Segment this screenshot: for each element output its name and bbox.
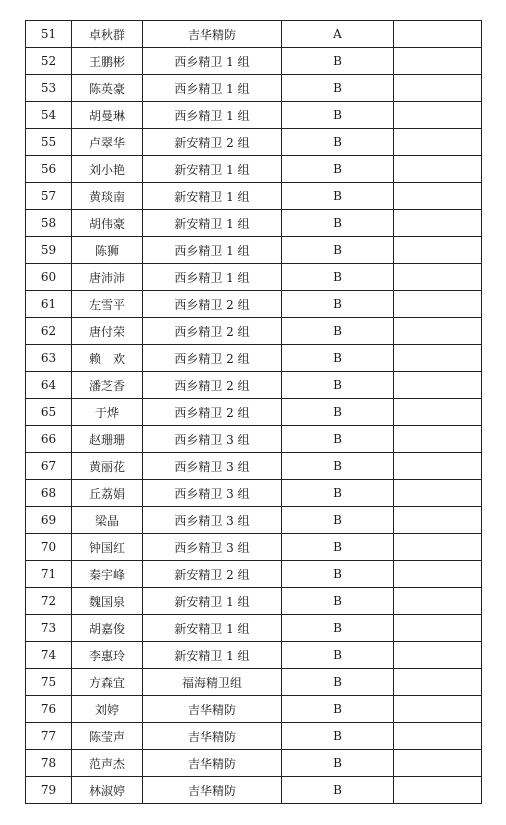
table-row xyxy=(26,372,482,399)
row-number-cell: 65 xyxy=(26,399,72,426)
grade-cell: B xyxy=(282,534,394,561)
note-cell xyxy=(394,507,482,534)
row-number-cell: 66 xyxy=(26,426,72,453)
note-cell xyxy=(394,777,482,804)
row-number-cell: 58 xyxy=(26,210,72,237)
table-row xyxy=(26,399,482,426)
note-cell xyxy=(394,561,482,588)
team-cell: 福海精卫组 xyxy=(143,669,282,696)
row-number-cell: 67 xyxy=(26,453,72,480)
roster-table xyxy=(25,20,482,804)
grade-cell: B xyxy=(282,210,394,237)
name-cell: 秦宇峰 xyxy=(72,561,143,588)
team-cell: 吉华精防 xyxy=(143,21,282,48)
table-row xyxy=(26,723,482,750)
table-row xyxy=(26,534,482,561)
name-cell: 方森宜 xyxy=(72,669,143,696)
row-number-cell: 74 xyxy=(26,642,72,669)
name-cell: 于烨 xyxy=(72,399,143,426)
roster-table-body xyxy=(26,21,482,804)
name-cell: 胡伟豪 xyxy=(72,210,143,237)
note-cell xyxy=(394,399,482,426)
name-cell: 胡曼琳 xyxy=(72,102,143,129)
table-row xyxy=(26,237,482,264)
table-row xyxy=(26,156,482,183)
name-cell: 刘婷 xyxy=(72,696,143,723)
table-row xyxy=(26,129,482,156)
table-row xyxy=(26,642,482,669)
grade-cell: B xyxy=(282,318,394,345)
grade-cell: B xyxy=(282,426,394,453)
row-number-cell: 53 xyxy=(26,75,72,102)
note-cell xyxy=(394,696,482,723)
team-cell: 吉华精防 xyxy=(143,723,282,750)
grade-cell: B xyxy=(282,237,394,264)
grade-cell: B xyxy=(282,723,394,750)
name-cell: 黄琰南 xyxy=(72,183,143,210)
table-row xyxy=(26,183,482,210)
note-cell xyxy=(394,183,482,210)
row-number-cell: 68 xyxy=(26,480,72,507)
team-cell: 新安精卫 1 组 xyxy=(143,183,282,210)
table-row xyxy=(26,102,482,129)
note-cell xyxy=(394,642,482,669)
grade-cell: B xyxy=(282,129,394,156)
team-cell: 西乡精卫 2 组 xyxy=(143,345,282,372)
note-cell xyxy=(394,723,482,750)
name-cell: 林淑婷 xyxy=(72,777,143,804)
grade-cell: B xyxy=(282,588,394,615)
team-cell: 西乡精卫 2 组 xyxy=(143,318,282,345)
grade-cell: B xyxy=(282,777,394,804)
team-cell: 西乡精卫 2 组 xyxy=(143,399,282,426)
row-number-cell: 64 xyxy=(26,372,72,399)
name-cell: 陈英豪 xyxy=(72,75,143,102)
table-row xyxy=(26,21,482,48)
name-cell: 刘小艳 xyxy=(72,156,143,183)
name-cell: 王鹏彬 xyxy=(72,48,143,75)
team-cell: 西乡精卫 3 组 xyxy=(143,426,282,453)
row-number-cell: 51 xyxy=(26,21,72,48)
grade-cell: B xyxy=(282,48,394,75)
note-cell xyxy=(394,534,482,561)
row-number-cell: 76 xyxy=(26,696,72,723)
table-row xyxy=(26,696,482,723)
note-cell xyxy=(394,615,482,642)
team-cell: 新安精卫 1 组 xyxy=(143,642,282,669)
row-number-cell: 77 xyxy=(26,723,72,750)
note-cell xyxy=(394,210,482,237)
grade-cell: B xyxy=(282,345,394,372)
row-number-cell: 62 xyxy=(26,318,72,345)
note-cell xyxy=(394,426,482,453)
table-row xyxy=(26,318,482,345)
table-row xyxy=(26,264,482,291)
note-cell xyxy=(394,156,482,183)
grade-cell: B xyxy=(282,372,394,399)
grade-cell: B xyxy=(282,453,394,480)
note-cell xyxy=(394,237,482,264)
name-cell: 范声杰 xyxy=(72,750,143,777)
grade-cell: B xyxy=(282,669,394,696)
row-number-cell: 69 xyxy=(26,507,72,534)
name-cell: 卓秋群 xyxy=(72,21,143,48)
row-number-cell: 71 xyxy=(26,561,72,588)
note-cell xyxy=(394,75,482,102)
row-number-cell: 54 xyxy=(26,102,72,129)
row-number-cell: 78 xyxy=(26,750,72,777)
name-cell: 丘荔娟 xyxy=(72,480,143,507)
table-row xyxy=(26,291,482,318)
grade-cell: B xyxy=(282,696,394,723)
note-cell xyxy=(394,48,482,75)
grade-cell: B xyxy=(282,615,394,642)
grade-cell: B xyxy=(282,399,394,426)
team-cell: 新安精卫 1 组 xyxy=(143,156,282,183)
grade-cell: A xyxy=(282,21,394,48)
grade-cell: B xyxy=(282,561,394,588)
table-row xyxy=(26,453,482,480)
grade-cell: B xyxy=(282,102,394,129)
team-cell: 西乡精卫 3 组 xyxy=(143,507,282,534)
grade-cell: B xyxy=(282,750,394,777)
row-number-cell: 79 xyxy=(26,777,72,804)
grade-cell: B xyxy=(282,75,394,102)
name-cell: 唐付荣 xyxy=(72,318,143,345)
team-cell: 新安精卫 1 组 xyxy=(143,615,282,642)
team-cell: 新安精卫 1 组 xyxy=(143,588,282,615)
team-cell: 西乡精卫 3 组 xyxy=(143,453,282,480)
team-cell: 新安精卫 2 组 xyxy=(143,561,282,588)
team-cell: 西乡精卫 1 组 xyxy=(143,102,282,129)
row-number-cell: 73 xyxy=(26,615,72,642)
grade-cell: B xyxy=(282,264,394,291)
note-cell xyxy=(394,345,482,372)
note-cell xyxy=(394,291,482,318)
team-cell: 西乡精卫 2 组 xyxy=(143,291,282,318)
name-cell: 唐沛沛 xyxy=(72,264,143,291)
name-cell: 潘芝香 xyxy=(72,372,143,399)
team-cell: 西乡精卫 2 组 xyxy=(143,372,282,399)
table-row xyxy=(26,48,482,75)
note-cell xyxy=(394,318,482,345)
row-number-cell: 63 xyxy=(26,345,72,372)
row-number-cell: 75 xyxy=(26,669,72,696)
table-row xyxy=(26,345,482,372)
note-cell xyxy=(394,264,482,291)
table-row xyxy=(26,615,482,642)
name-cell: 赖 欢 xyxy=(72,345,143,372)
note-cell xyxy=(394,588,482,615)
grade-cell: B xyxy=(282,642,394,669)
table-row xyxy=(26,561,482,588)
team-cell: 西乡精卫 3 组 xyxy=(143,480,282,507)
row-number-cell: 61 xyxy=(26,291,72,318)
note-cell xyxy=(394,102,482,129)
grade-cell: B xyxy=(282,291,394,318)
team-cell: 西乡精卫 3 组 xyxy=(143,534,282,561)
grade-cell: B xyxy=(282,507,394,534)
name-cell: 赵珊珊 xyxy=(72,426,143,453)
note-cell xyxy=(394,669,482,696)
grade-cell: B xyxy=(282,480,394,507)
name-cell: 魏国泉 xyxy=(72,588,143,615)
name-cell: 卢翠华 xyxy=(72,129,143,156)
table-row xyxy=(26,750,482,777)
row-number-cell: 60 xyxy=(26,264,72,291)
team-cell: 西乡精卫 1 组 xyxy=(143,48,282,75)
table-row xyxy=(26,480,482,507)
name-cell: 黄丽花 xyxy=(72,453,143,480)
row-number-cell: 55 xyxy=(26,129,72,156)
name-cell: 梁晶 xyxy=(72,507,143,534)
team-cell: 新安精卫 1 组 xyxy=(143,210,282,237)
team-cell: 吉华精防 xyxy=(143,696,282,723)
name-cell: 李惠玲 xyxy=(72,642,143,669)
note-cell xyxy=(394,750,482,777)
grade-cell: B xyxy=(282,156,394,183)
table-row xyxy=(26,507,482,534)
name-cell: 陈莹声 xyxy=(72,723,143,750)
team-cell: 吉华精防 xyxy=(143,750,282,777)
note-cell xyxy=(394,129,482,156)
note-cell xyxy=(394,372,482,399)
name-cell: 钟国红 xyxy=(72,534,143,561)
team-cell: 西乡精卫 1 组 xyxy=(143,75,282,102)
row-number-cell: 59 xyxy=(26,237,72,264)
name-cell: 陈狮 xyxy=(72,237,143,264)
table-row xyxy=(26,588,482,615)
team-cell: 西乡精卫 1 组 xyxy=(143,264,282,291)
table-row xyxy=(26,75,482,102)
table-row xyxy=(26,777,482,804)
team-cell: 新安精卫 2 组 xyxy=(143,129,282,156)
grade-cell: B xyxy=(282,183,394,210)
row-number-cell: 70 xyxy=(26,534,72,561)
row-number-cell: 56 xyxy=(26,156,72,183)
row-number-cell: 57 xyxy=(26,183,72,210)
note-cell xyxy=(394,453,482,480)
name-cell: 胡嘉俊 xyxy=(72,615,143,642)
team-cell: 西乡精卫 1 组 xyxy=(143,237,282,264)
table-row xyxy=(26,669,482,696)
note-cell xyxy=(394,480,482,507)
table-row xyxy=(26,210,482,237)
row-number-cell: 52 xyxy=(26,48,72,75)
team-cell: 吉华精防 xyxy=(143,777,282,804)
row-number-cell: 72 xyxy=(26,588,72,615)
name-cell: 左雪平 xyxy=(72,291,143,318)
note-cell xyxy=(394,21,482,48)
table-row xyxy=(26,426,482,453)
